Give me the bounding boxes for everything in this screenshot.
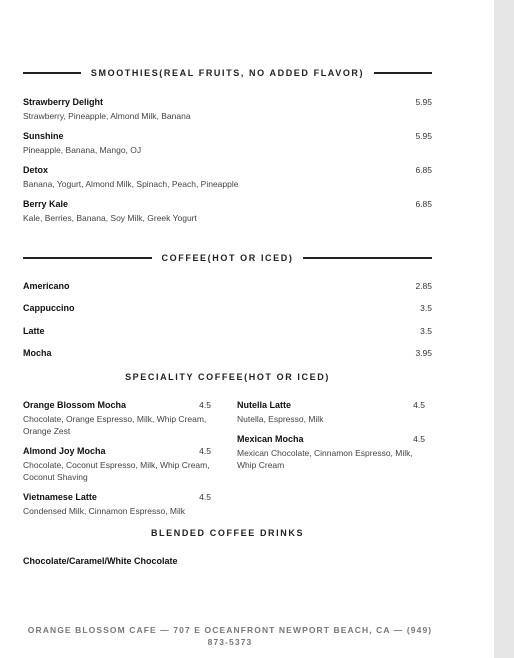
item-price: 6.85 (415, 165, 432, 175)
item-name: Chocolate/Caramel/White Chocolate (23, 556, 178, 566)
menu-item-strawberry-delight (23, 97, 432, 122)
divider (374, 72, 432, 74)
scrollbar-track[interactable] (494, 0, 514, 658)
item-description: Pineapple, Banana, Mango, OJ (23, 145, 142, 155)
coffee-title: COFFEE(HOT OR ICED) (161, 253, 294, 263)
footer-address: ORANGE BLOSSOM CAFE — 707 E OCEANFRONT NEWPORT BEACH, CA — (949) 873-5373 (27, 625, 433, 647)
item-name: Orange Blossom Mocha (23, 400, 127, 410)
item-price: 2.85 (415, 281, 432, 291)
item-name: Latte (23, 326, 45, 336)
menu-item-mexican-mocha (237, 434, 425, 471)
item-name: Cappuccino (23, 303, 75, 313)
item-description: Kale, Berries, Banana, Soy Milk, Greek Yogurt (23, 213, 197, 223)
menu-item-berry-kale (23, 199, 432, 224)
item-price: 5.95 (415, 97, 432, 107)
item-price: 3.5 (420, 303, 432, 313)
item-description: Mexican Chocolate, Cinnamon Espresso, Milk, Whip Cream (237, 448, 413, 470)
item-price: 6.85 (415, 199, 432, 209)
smoothies-header (23, 68, 432, 78)
item-description: Nutella, Espresso, Milk (237, 414, 324, 424)
speciality-title: SPECIALITY COFFEE(HOT OR ICED) (125, 372, 330, 382)
blended-title: BLENDED COFFEE DRINKS (150, 528, 305, 538)
divider (23, 72, 81, 74)
item-price: 4.5 (413, 434, 425, 444)
menu-item-mocha (23, 348, 432, 358)
item-price: 4.5 (199, 492, 211, 502)
item-price: 4.5 (199, 400, 211, 410)
item-name: Sunshine (23, 131, 64, 141)
item-name: Strawberry Delight (23, 97, 104, 107)
menu-item-americano (23, 281, 432, 291)
item-price: 3.95 (415, 348, 432, 358)
item-name: Americano (23, 281, 70, 291)
menu-item-vietnamese-latte (23, 492, 211, 517)
item-name: Nutella Latte (237, 400, 292, 410)
coffee-header (23, 253, 432, 263)
item-name: Detox (23, 165, 49, 175)
item-name: Mocha (23, 348, 52, 358)
item-description: Banana, Yogurt, Almond Milk, Spinach, Peach, Pineapple (23, 179, 239, 189)
item-description: Chocolate, Coconut Espresso, Milk, Whip Cream, Coconut Shaving (23, 460, 210, 482)
menu-item-almond-joy-mocha (23, 446, 211, 483)
item-name: Almond Joy Mocha (23, 446, 106, 456)
menu-item-latte (23, 326, 432, 336)
item-price: 5.95 (415, 131, 432, 141)
menu-item-nutella-latte (237, 400, 425, 425)
item-name: Berry Kale (23, 199, 69, 209)
item-description: Condensed Milk, Cinnamon Espresso, Milk (23, 506, 186, 516)
menu-item-chocolate-caramel-white-chocolate (23, 556, 432, 566)
item-name: Mexican Mocha (237, 434, 304, 444)
item-price: 3.5 (420, 326, 432, 336)
menu-item-detox (23, 165, 432, 190)
item-price: 4.5 (199, 446, 211, 456)
divider (303, 257, 432, 259)
divider (23, 257, 152, 259)
menu-item-cappuccino (23, 303, 432, 313)
menu-item-sunshine (23, 131, 432, 156)
item-description: Chocolate, Orange Espresso, Milk, Whip Cream, Orange Zest (23, 414, 207, 436)
smoothies-title: SMOOTHIES(REAL FRUITS, NO ADDED FLAVOR) (90, 68, 365, 78)
item-name: Vietnamese Latte (23, 492, 97, 502)
item-description: Strawberry, Pineapple, Almond Milk, Banana (23, 111, 191, 121)
menu-item-orange-blossom-mocha (23, 400, 211, 437)
item-price: 4.5 (413, 400, 425, 410)
